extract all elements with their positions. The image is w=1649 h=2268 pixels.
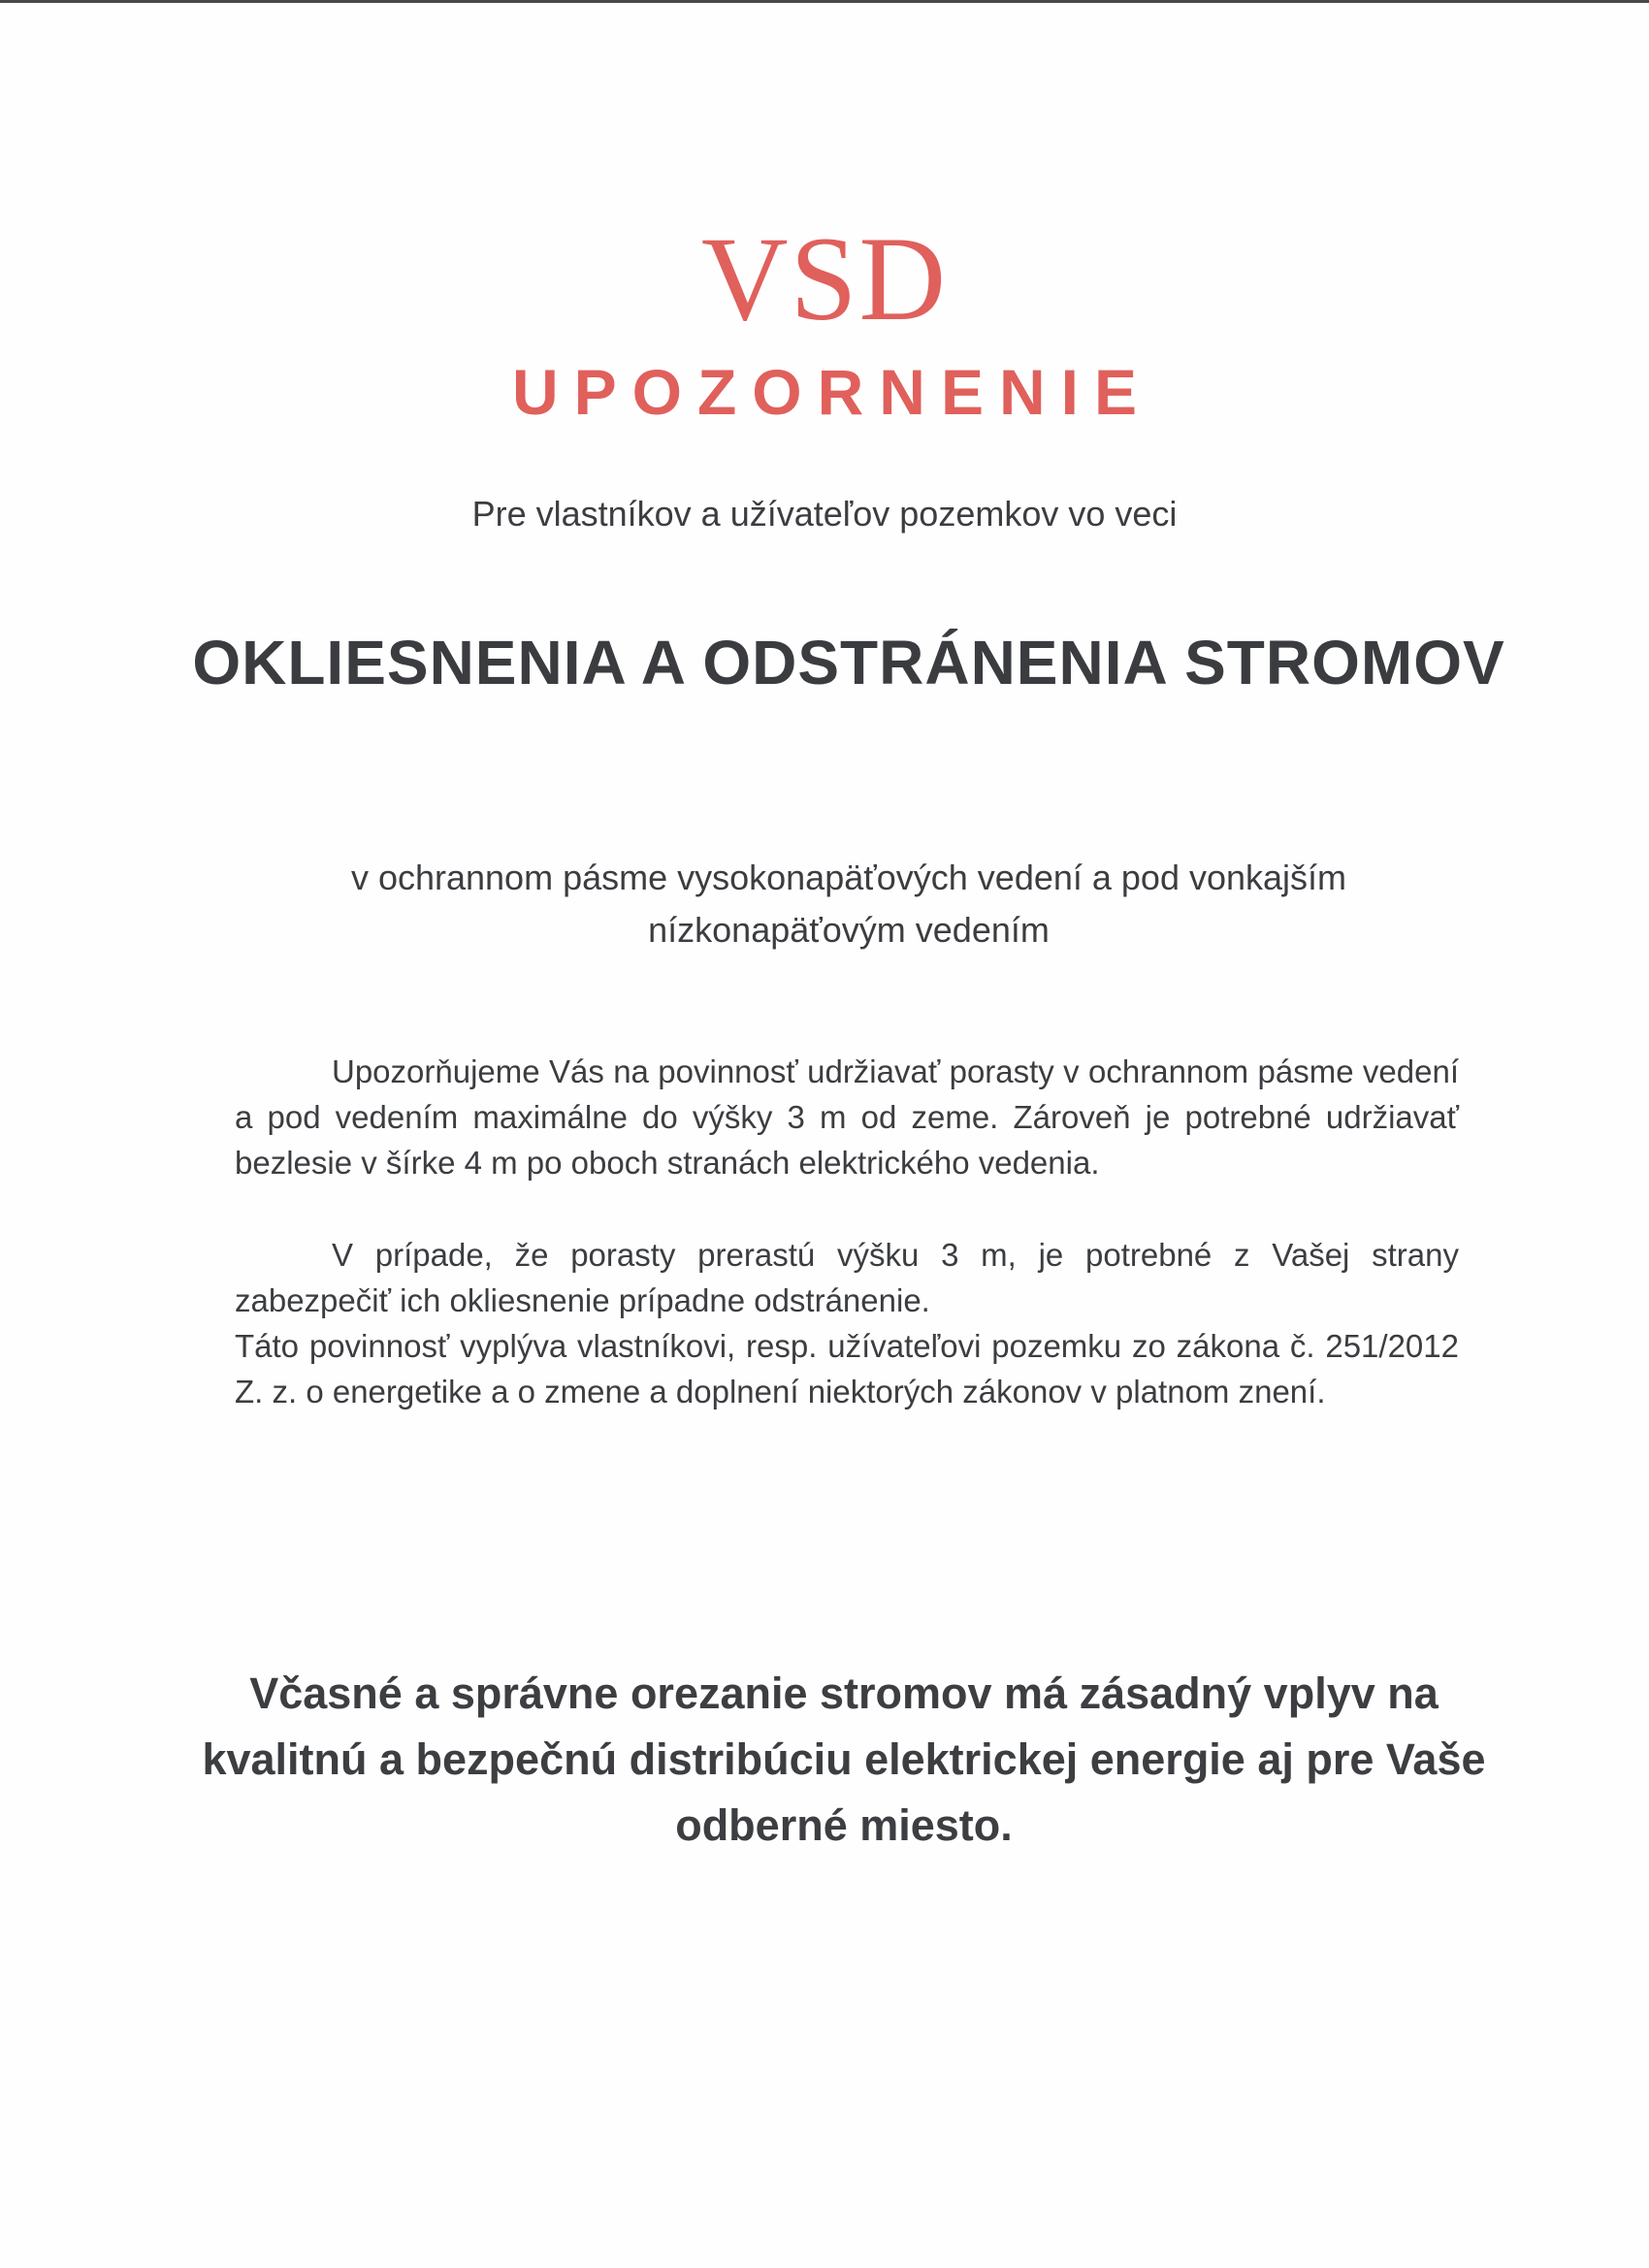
body-paragraph-2-text: V prípade, že porasty prerastú výšku 3 m, je potrebné z Vašej strany zabezpečiť ich okliesnenie prípadne odstránenie. [235,1237,1459,1318]
scan-top-edge [0,0,1649,3]
closing-statement: Včasné a správne orezanie stromov má zásadný vplyv na kvalitnú a bezpečnú distribúciu elektrickej energie aj pre Vaše odberné miesto. [202,1669,1486,1850]
vsd-logo: VSD [700,212,949,345]
body-paragraph-3-text: Táto povinnosť vyplýva vlastníkovi, resp. užívateľovi pozemku zo zákona č. 251/2012 Z. z. o energetike a o zmene a doplnení niektorých zákonov v platnom znení. [235,1328,1459,1409]
body-paragraph-2 [235,1232,1459,1323]
subtitle: v ochrannom pásme vysokonapäťových vedení a pod vonkajším nízkonapäťovým vedením [350,858,1347,950]
body-paragraph-1-text: Upozorňujeme Vás na povinnosť udržiavať porasty v ochrannom pásme vedení a pod vedením maximálne do výšky 3 m od zeme. Zároveň je potrebné udržiavať bezlesie v šírke 4 m po oboch stranách elektrického vedenia. [235,1053,1459,1181]
notice-title: UPOZORNENIE [511,356,1153,428]
body-paragraph-1 [235,1049,1459,1185]
body-paragraph-3 [235,1323,1459,1414]
headline: OKLIESNENIA A ODSTRÁNENIA STROMOV [192,628,1505,697]
intro-text: Pre vlastníkov a užívateľov pozemkov vo veci [471,494,1178,534]
